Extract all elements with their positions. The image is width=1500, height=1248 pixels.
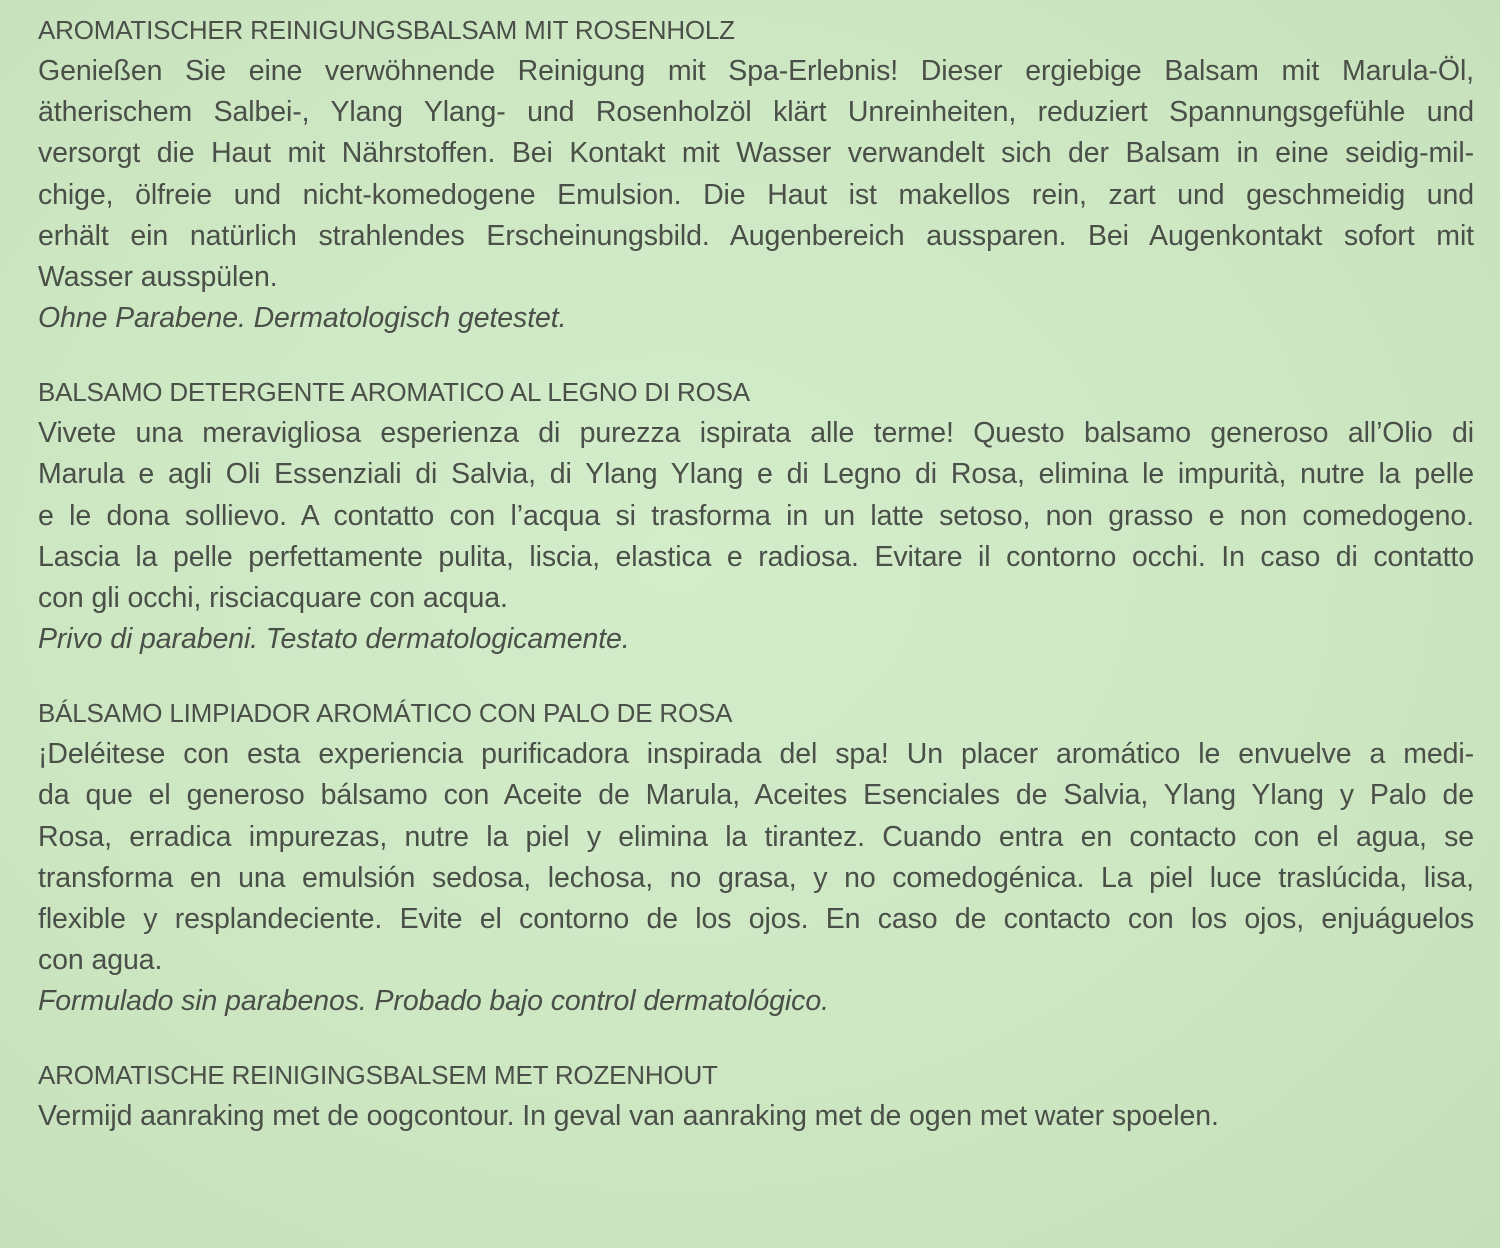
body-line: ätherischem Salbei-, Ylang Ylang- und Rosenholzöl klärt Unreinheiten, reduziert Spannungsgefühle und [38, 96, 1474, 129]
body-line: erhält ein natürlich strahlendes Erscheinungsbild. Augenbereich aussparen. Bei Augenkontakt sofort mit [38, 219, 1474, 252]
document-page [38, 10, 1474, 1171]
body-line: da que el generoso bálsamo con Aceite de Marula, Aceites Esenciales de Salvia, Ylang Ylang y Palo de [38, 779, 1474, 812]
body-line: Vivete una meravigliosa esperienza di purezza ispirata alle terme! Questo balsamo generoso all’Olio di [38, 417, 1474, 450]
body-line: Genießen Sie eine verwöhnende Reinigung mit Spa-Erlebnis! Dieser ergiebige Balsam mit Marula-Öl, [38, 55, 1474, 87]
body-line: chige, ölfreie und nicht-komedogene Emulsion. Die Haut ist makellos rein, zart und geschmeidig und [38, 178, 1474, 211]
section-heading: BÁLSAMO LIMPIADOR AROMÁTICO CON PALO DE ROSA [38, 698, 733, 729]
body-line: con gli occhi, risciacquare con acqua. [38, 582, 508, 615]
section-body [38, 1096, 1474, 1137]
section-note: Privo di parabeni. Testato dermatologicamente. [38, 623, 630, 656]
body-line: Rosa, erradica impurezas, nutre la piel y elimina la tirantez. Cuando entra en contacto con el agua, se [38, 820, 1474, 853]
section-body [38, 734, 1474, 981]
section-spanish [38, 693, 1474, 1022]
body-line: Marula e agli Oli Essenziali di Salvia, di Ylang Ylang e di Legno di Rosa, elimina le impurità, nutre la pelle [38, 458, 1474, 491]
section-note: Formulado sin parabenos. Probado bajo control dermatológico. [38, 985, 829, 1018]
section-heading: AROMATISCHER REINIGUNGSBALSAM MIT ROSENHOLZ [38, 15, 735, 45]
section-italian [38, 372, 1474, 660]
body-line: transforma en una emulsión sedosa, lechosa, no grasa, y no comedogénica. La piel luce traslúcida, lisa, [38, 861, 1474, 894]
body-line: Vermijd aanraking met de oogcontour. In geval van aanraking met de ogen met water spoelen. [38, 1100, 1219, 1133]
section-heading: AROMATISCHE REINIGINGSBALSEM MET ROZENHOUT [38, 1060, 718, 1091]
body-line: Wasser ausspülen. [38, 261, 278, 294]
section-body [38, 413, 1474, 619]
section-body [38, 51, 1474, 298]
section-note: Ohne Parabene. Dermatologisch getestet. [38, 302, 567, 335]
body-line: flexible y resplandeciente. Evite el contorno de los ojos. En caso de contacto con los ojos, enjuáguelos [38, 903, 1474, 936]
body-line: Lascia la pelle perfettamente pulita, liscia, elastica e radiosa. Evitare il contorno occhi. In caso di contatto [38, 540, 1474, 573]
body-line: e le dona sollievo. A contatto con l’acqua si trasforma in un latte setoso, non grasso e non comedogeno. [38, 499, 1474, 532]
body-line: ¡Deléitese con esta experiencia purificadora inspirada del spa! Un placer aromático le envuelve a medi- [38, 738, 1474, 771]
section-heading: BALSAMO DETERGENTE AROMATICO AL LEGNO DI ROSA [38, 377, 750, 408]
body-line: con agua. [38, 944, 163, 977]
body-line: versorgt die Haut mit Nährstoffen. Bei Kontakt mit Wasser verwandelt sich der Balsam in eine seidig-mil- [38, 137, 1474, 170]
section-german [38, 10, 1474, 339]
section-dutch [38, 1055, 1474, 1137]
